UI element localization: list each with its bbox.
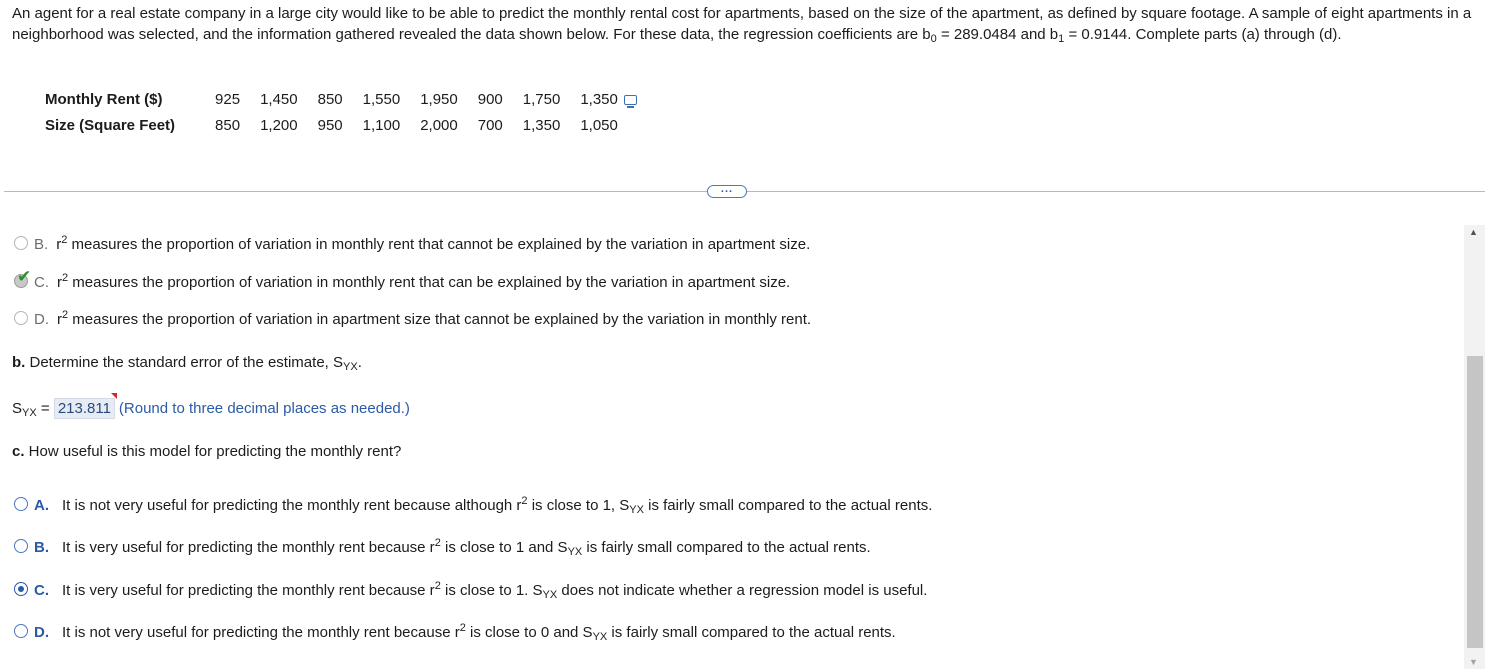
rent-value: 1,550 [362, 90, 401, 108]
rent-value: 1,950 [420, 90, 458, 108]
size-value: 950 [317, 116, 343, 134]
radio-icon[interactable] [14, 624, 28, 638]
rent-label: Monthly Rent ($) [45, 90, 163, 108]
rent-value: 1,450 [260, 90, 298, 108]
radio-icon[interactable] [14, 236, 28, 250]
radio-icon[interactable] [14, 497, 28, 511]
scroll-down-icon[interactable]: ▼ [1469, 657, 1478, 667]
part-c-question: c. How useful is this model for predicting the monthly rent? [12, 443, 402, 460]
rounding-hint: (Round to three decimal places as needed.) [118, 400, 410, 417]
part-c-option-b[interactable]: B. It is very useful for predicting the monthly rent because $r^2$ is close to 1 and $S_{YX}$ is fairly small compared to the actual rents. [14, 539, 871, 556]
part-a-option-c[interactable]: ✔ C. $r^2$ measures the proportion of variation in monthly rent that can be explained by the variation in apartment size. [14, 274, 790, 291]
part-c-option-a[interactable]: A. It is not very useful for predicting the monthly rent because although $r^2$ is close to 1, $S_{YX}$ is fairly small compared to the actual rents. [14, 497, 932, 514]
syx-answer-field[interactable]: 213.811 [54, 398, 115, 419]
size-value: 1,200 [260, 116, 298, 134]
copy-data-icon[interactable] [624, 95, 637, 105]
size-row [45, 112, 647, 138]
size-value: 700 [477, 116, 503, 134]
part-b-answer-line: $S_{YX} = 213.811$ (Round to three decimal places as needed.) [12, 400, 410, 419]
rent-value: 850 [317, 90, 343, 108]
rent-value-last: 1,350 [570, 86, 647, 112]
intro-text-2: = 289.0484 and b [936, 26, 1059, 43]
size-value: 850 [215, 116, 241, 134]
scroll-thumb[interactable] [1467, 356, 1483, 648]
rent-value: 1,750 [522, 90, 561, 108]
scrollbar[interactable] [1464, 225, 1485, 669]
rent-row [45, 86, 647, 112]
part-c-option-d[interactable]: D. It is not very useful for predicting the monthly rent because $r^2$ is close to 0 and $S_{YX}$ is fairly small compared to the actual rents. [14, 624, 896, 641]
radio-selected-icon[interactable] [14, 582, 28, 596]
problem-statement [12, 3, 1480, 45]
intro-text-3: = 0.9144. Complete parts (a) through (d). [1064, 26, 1342, 43]
radio-icon[interactable] [14, 311, 28, 325]
size-value: 1,050 [580, 116, 618, 134]
data-table [45, 86, 647, 138]
part-b-question: b. Determine the standard error of the estimate, $S_{YX}$. [12, 354, 362, 373]
expand-button[interactable]: ... [707, 185, 747, 198]
b1-subscript: 1 [1058, 33, 1065, 45]
size-label: Size (Square Feet) [45, 116, 176, 134]
part-c-option-c[interactable]: C. It is very useful for predicting the monthly rent because $r^2$ is close to 1. $S_{YX}$ does not indicate whether a regression model is useful. [14, 582, 927, 599]
scroll-up-icon[interactable]: ▲ [1469, 227, 1478, 237]
size-value: 1,100 [362, 116, 401, 134]
size-value: 2,000 [420, 116, 458, 134]
b0-subscript: 0 [930, 33, 937, 45]
rent-value: 900 [477, 90, 503, 108]
size-value: 1,350 [522, 116, 561, 134]
correct-check-icon: ✔ [17, 267, 32, 286]
radio-icon[interactable] [14, 539, 28, 553]
part-a-option-b[interactable]: B. $r^2$ measures the proportion of variation in monthly rent that cannot be explained by the variation in apartment size. [14, 236, 810, 253]
intro-text-1: An agent for a real estate company in a large city would like to be able to predict the monthly rental cost for apartments, based on the size of the apartment, as defined by square footage. A sample of eight apartments in a neighborhood was selected, and the information gathered revealed the data shown below. For these data, the regression coefficients are b [12, 5, 1472, 43]
rent-value: 925 [215, 90, 241, 108]
part-a-option-d[interactable]: D. $r^2$ measures the proportion of variation in apartment size that cannot be explained by the variation in monthly rent. [14, 311, 811, 328]
